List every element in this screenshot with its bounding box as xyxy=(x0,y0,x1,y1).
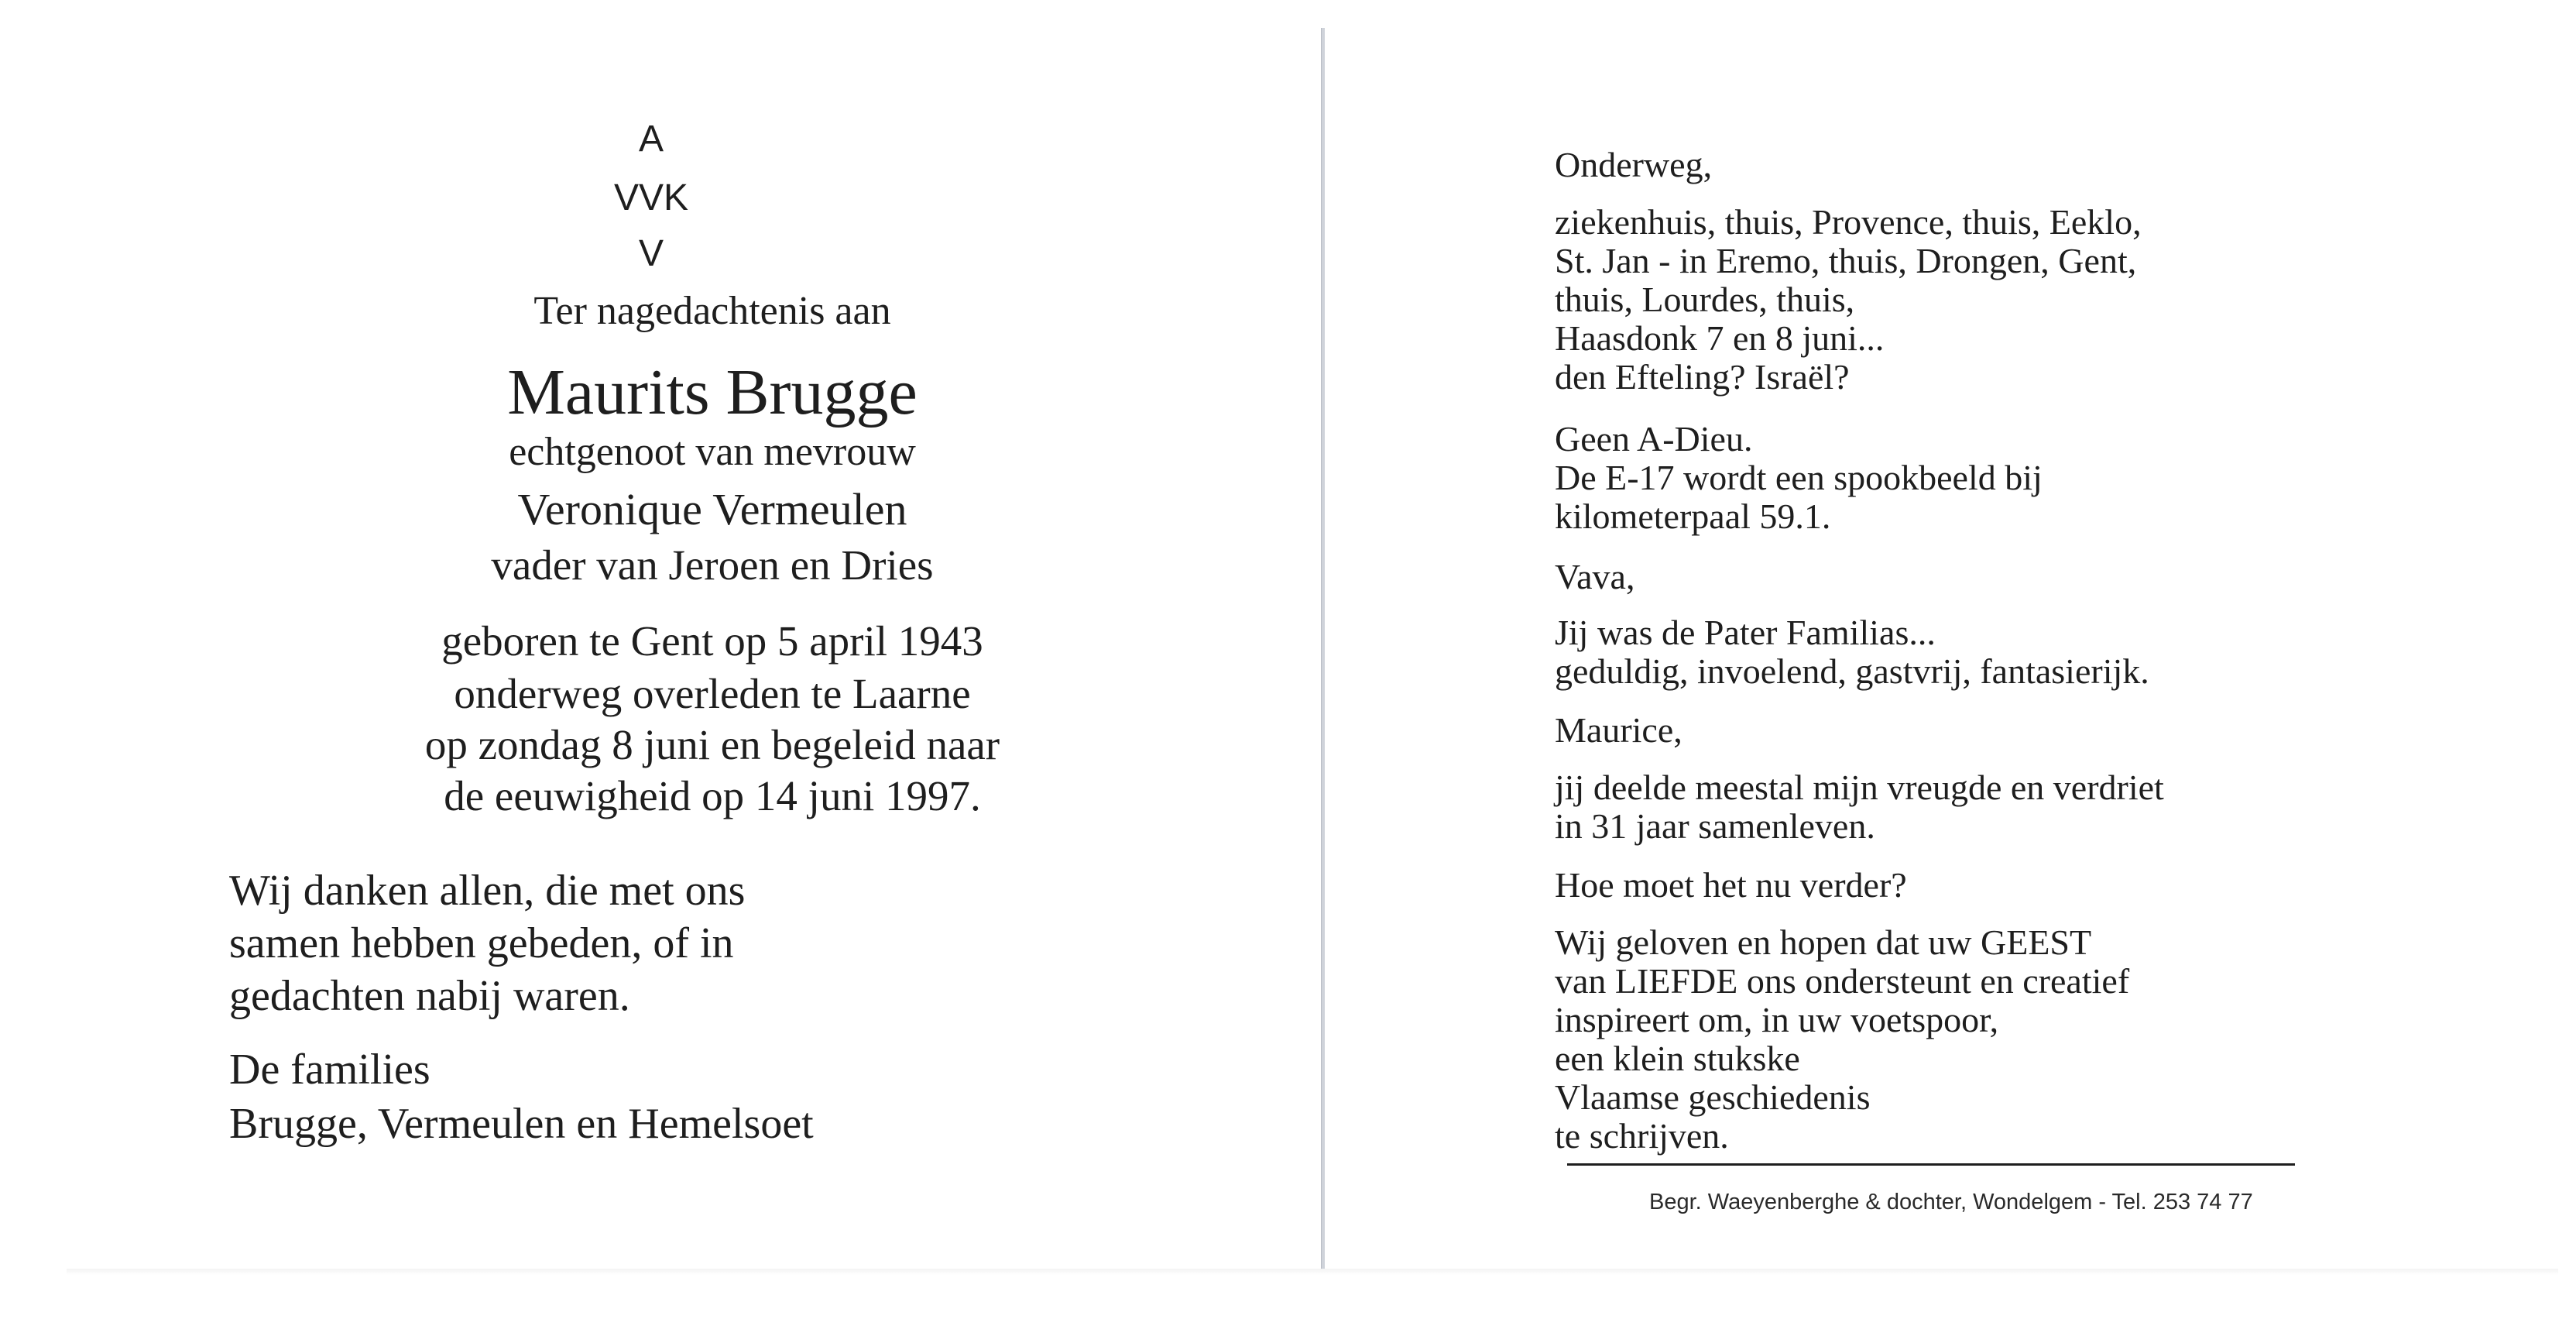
life-dates-line: de eeuwigheid op 14 juni 1997. xyxy=(444,772,981,819)
spouse-name: Veronique Vermeulen xyxy=(517,484,907,534)
thanks-line: Wij danken allen, die met ons xyxy=(229,867,746,915)
poem-stanza-5 xyxy=(1555,923,2129,1156)
poem-line: te schrijven. xyxy=(1555,1116,1729,1156)
poem-line: St. Jan - in Eremo, thuis, Drongen, Gent, xyxy=(1555,241,2137,280)
card-edge xyxy=(67,1269,2558,1275)
poem-line: den Efteling? Israël? xyxy=(1555,357,1850,397)
poem-stanza-1 xyxy=(1555,203,2142,397)
children-line: vader van Jeroen en Dries xyxy=(491,541,934,589)
poem-line: jij deelde meestal mijn vreugde en verdriet xyxy=(1555,768,2164,807)
poem-line: De E-17 wordt een spookbeeld bij xyxy=(1555,458,2043,497)
families-line: Brugge, Vermeulen en Hemelsoet xyxy=(229,1100,814,1148)
cross-letter-a: A xyxy=(638,119,664,160)
poem-line: Jij was de Pater Familias... xyxy=(1555,613,1936,652)
life-dates-line: onderweg overleden te Laarne xyxy=(454,670,971,717)
poem-opening: Onderweg, xyxy=(1555,145,1713,184)
poem-address-vava: Vava, xyxy=(1555,557,1635,596)
poem-line: kilometerpaal 59.1. xyxy=(1555,496,1831,536)
printer-credit: Begr. Waeyenberghe & dochter, Wondelgem - Tel. 253 74 77 xyxy=(1649,1190,2253,1214)
poem-line: van LIEFDE ons ondersteunt en creatief xyxy=(1555,961,2130,1001)
card-fold xyxy=(1321,28,1325,1275)
poem-line: een klein stukske xyxy=(1555,1039,1800,1078)
thanks-line: gedachten nabij waren. xyxy=(229,972,630,1020)
thanks-text xyxy=(229,864,745,1022)
poem-line: in 31 jaar samenleven. xyxy=(1555,806,1875,846)
cross-letter-v: V xyxy=(638,233,664,274)
poem-question: Hoe moet het nu verder? xyxy=(1555,865,1907,905)
in-memory-of: Ter nagedachtenis aan xyxy=(533,289,891,333)
poem-stanza-3 xyxy=(1555,613,2149,691)
poem-line: Haasdonk 7 en 8 juni... xyxy=(1555,318,1885,358)
divider-line xyxy=(1567,1163,2295,1166)
poem-stanza-4 xyxy=(1555,768,2164,846)
families-line: De families xyxy=(229,1046,430,1094)
poem-line: Geen A-Dieu. xyxy=(1555,419,1753,459)
poem-line: geduldig, invoelend, gastvrij, fantasierijk. xyxy=(1555,651,2149,691)
poem-address-maurice: Maurice, xyxy=(1555,710,1682,750)
life-dates-line: op zondag 8 juni en begeleid naar xyxy=(424,721,1000,768)
poem-stanza-2 xyxy=(1555,420,2043,536)
poem-line: thuis, Lourdes, thuis, xyxy=(1555,280,1855,319)
families-signature xyxy=(229,1042,814,1151)
poem-line: ziekenhuis, thuis, Provence, thuis, Eeklo, xyxy=(1555,202,2142,242)
deceased-name: Maurits Brugge xyxy=(507,356,918,428)
cross-letters-vvk: VVK xyxy=(613,177,689,218)
poem-line: inspireert om, in uw voetspoor, xyxy=(1555,1000,1999,1039)
spouse-intro: echtgenoot van mevrouw xyxy=(509,430,916,474)
thanks-line: samen hebben gebeden, of in xyxy=(229,919,734,967)
poem-line: Wij geloven en hopen dat uw GEEST xyxy=(1555,922,2092,962)
life-dates-line: geboren te Gent op 5 april 1943 xyxy=(441,617,983,665)
poem-line: Vlaamse geschiedenis xyxy=(1555,1077,1871,1117)
